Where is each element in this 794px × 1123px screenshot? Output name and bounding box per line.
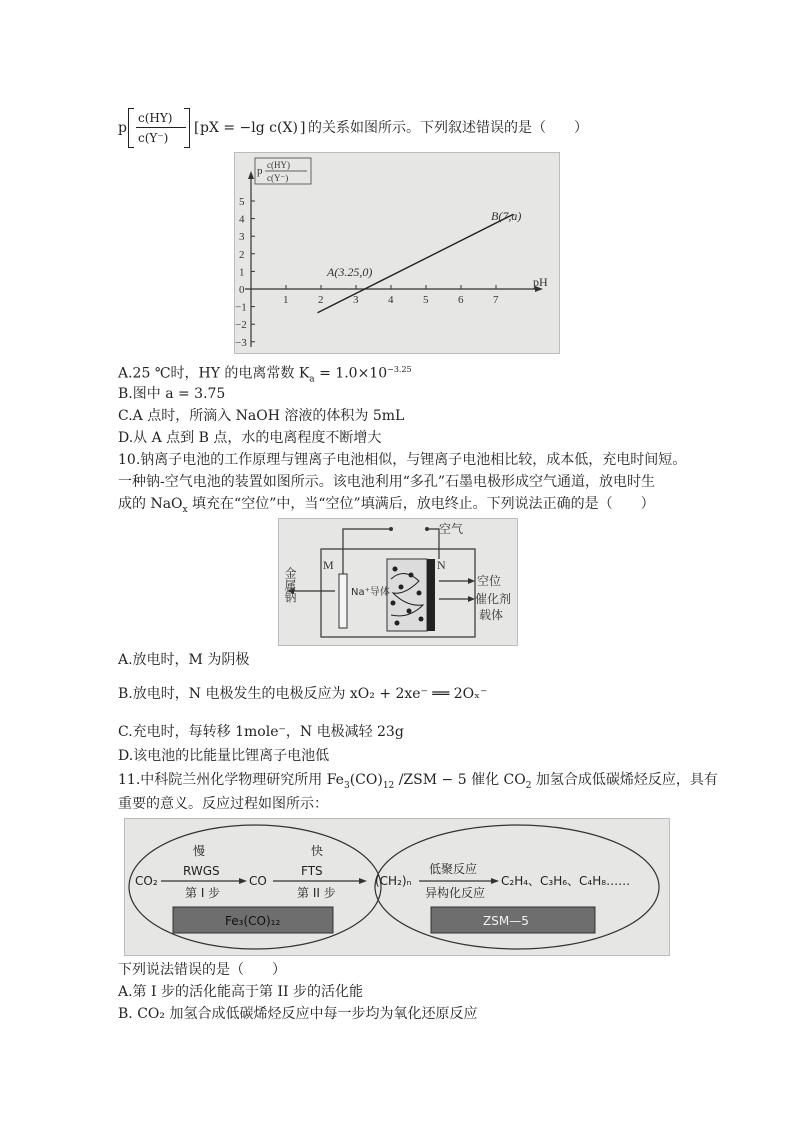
q9-option-a-tail: = 1.0×10 — [314, 365, 388, 382]
battery-diagram — [278, 518, 518, 646]
wire-left — [343, 529, 389, 574]
y-tick-label: 3 — [239, 231, 245, 244]
x-tick-label: 2 — [318, 294, 324, 306]
x-tick-label: 7 — [493, 294, 499, 306]
y-label-den: c(Y⁻) — [267, 173, 289, 183]
q11-stem-1d: 加氢合成低碳烯烃反应，具有 — [531, 772, 718, 788]
x-tick-label: 4 — [388, 294, 394, 306]
catalyst1-label: Fe₃(CO)₁₂ — [225, 914, 281, 928]
q9-option-a-exp: −3.25 — [387, 365, 412, 374]
vacancy-label: 空位 — [477, 574, 502, 588]
stem-ratio-num: c(HY) — [138, 111, 173, 125]
data-line — [318, 214, 514, 313]
catalyst-label: 催化剂 — [475, 592, 512, 606]
y-tick-label: −3 — [235, 336, 247, 349]
fast-label: 快 — [311, 844, 324, 858]
point-b-label: B(7,a) — [491, 209, 522, 223]
q11-stem-2: 重要的意义。反应过程如图所示： — [118, 796, 328, 812]
co2-label: CO₂ — [135, 874, 158, 888]
q9-option-b: B.图中 a = 3.75 — [118, 386, 226, 402]
q11-option-a: A.第 I 步的活化能高于第 II 步的活化能 — [118, 984, 363, 1000]
y-tick-label: 4 — [239, 213, 245, 226]
y-axis-arrow — [248, 171, 254, 179]
q10-stem-2: 一种钠-空气电池的装置如图所示。该电池利用“多孔”石墨电极形成空气通道，放电时生 — [118, 474, 656, 490]
electrode-m — [339, 574, 347, 628]
electrode-n — [427, 559, 435, 631]
products-label: C₂H₄、C₃H₆、C₄H₈…… — [501, 874, 631, 888]
stem-ratio-den: c(Y⁻) — [138, 131, 169, 145]
stem-px-def: pX = −lg c(X) — [200, 120, 298, 136]
x-axis-label: pH — [533, 275, 548, 289]
m-label: M — [323, 558, 334, 572]
fts-label: FTS — [301, 864, 323, 878]
air-label: 空气 — [439, 522, 464, 536]
point-a-label: A(3.25,0) — [327, 265, 373, 279]
q10-stem-3a: 成的 NaO — [118, 496, 183, 512]
y-label-p: p — [257, 165, 263, 177]
q10-option-d: D.该电池的比能量比锂离子电池低 — [118, 748, 330, 764]
n-label: N — [437, 558, 446, 572]
wire-right — [429, 529, 439, 559]
co-label: CO — [249, 874, 267, 888]
oligomer-label: 低聚反应 — [429, 862, 478, 876]
metal-sodium-label: 金属钠 — [283, 567, 297, 603]
q11-question: 下列说法错误的是（ ） — [118, 962, 286, 978]
q10-option-c: C.充电时，每转移 1mole⁻，N 电极减轻 23g — [118, 724, 404, 740]
slow-label: 慢 — [193, 844, 206, 858]
step1-label: 第 I 步 — [185, 886, 221, 900]
isomer-label: 异构化反应 — [425, 886, 486, 900]
q10-option-b: B.放电时，N 电极发生的电极反应为 xO₂ + 2xe⁻ ══ 2Oₓ⁻ — [118, 686, 488, 702]
step2-label: 第 II 步 — [297, 886, 336, 900]
ph-chart — [234, 152, 560, 354]
q11-option-b: B. CO₂ 加氢合成低碳烯烃反应中每一步均为氧化还原反应 — [118, 1006, 478, 1022]
q10-stem-3b: 填充在“空位”中，当“空位”填满后，放电终止。下列说法正确的是（ ） — [187, 496, 655, 512]
x-tick-label: 3 — [353, 294, 359, 306]
y-tick-label: 5 — [239, 196, 245, 208]
rwgs-label: RWGS — [183, 864, 220, 878]
q9-option-d: D.从 A 点到 B 点，水的电离程度不断增大 — [118, 430, 382, 446]
q11-stem-1 — [118, 770, 718, 796]
q11-sub3: 2 — [525, 780, 532, 791]
q11-stem-1c: /ZSM − 5 催化 CO — [394, 772, 526, 788]
y-tick-label: 1 — [239, 266, 245, 279]
q10-stem-1: 10.钠离子电池的工作原理与锂离子电池相似，与锂离子电池相比较，成本低，充电时间短。 — [118, 452, 687, 468]
x-tick-label: 1 — [283, 294, 289, 306]
ph-chart-svg — [235, 153, 559, 353]
q10-stem-3-sub: x — [182, 504, 188, 515]
y-tick-label: 2 — [239, 248, 245, 261]
carrier-label: 载体 — [479, 608, 504, 622]
conductor-label: Na⁺导体 — [351, 587, 390, 598]
y-label-num: c(HY) — [267, 160, 290, 170]
y-tick-label: −2 — [235, 319, 247, 332]
stem-text: 的关系如图所示。下列叙述错误的是（ ） — [308, 120, 588, 136]
q10-stem-3 — [118, 494, 655, 520]
q11-sub2: 12 — [382, 780, 395, 791]
q10-option-a: A.放电时，M 为阴极 — [118, 652, 250, 668]
y-tick-label: −1 — [235, 301, 247, 314]
q9-option-c: C.A 点时，所滴入 NaOH 溶液的体积为 5mL — [118, 408, 405, 424]
ch2n-label: (CH₂)ₙ — [375, 874, 412, 888]
y-tick-label: 0 — [239, 284, 245, 296]
x-tick-label: 5 — [423, 294, 429, 306]
x-tick-label: 6 — [458, 294, 464, 306]
q11-sub1: 3 — [343, 780, 350, 791]
q9-option-a-text: A.25 ℃时，HY 的电离常数 K — [118, 365, 310, 382]
q9-option-a: A.25 ℃时，HY 的电离常数 $K_a = 1.0\times 10^{-3.25}$ — [118, 365, 412, 385]
reaction-diagram — [124, 818, 670, 956]
q11-stem-1a: 11.中科院兰州化学物理研究所用 Fe — [118, 772, 344, 788]
q11-stem-1b: (CO) — [349, 772, 383, 788]
catalyst2-label: ZSM—5 — [483, 914, 529, 928]
